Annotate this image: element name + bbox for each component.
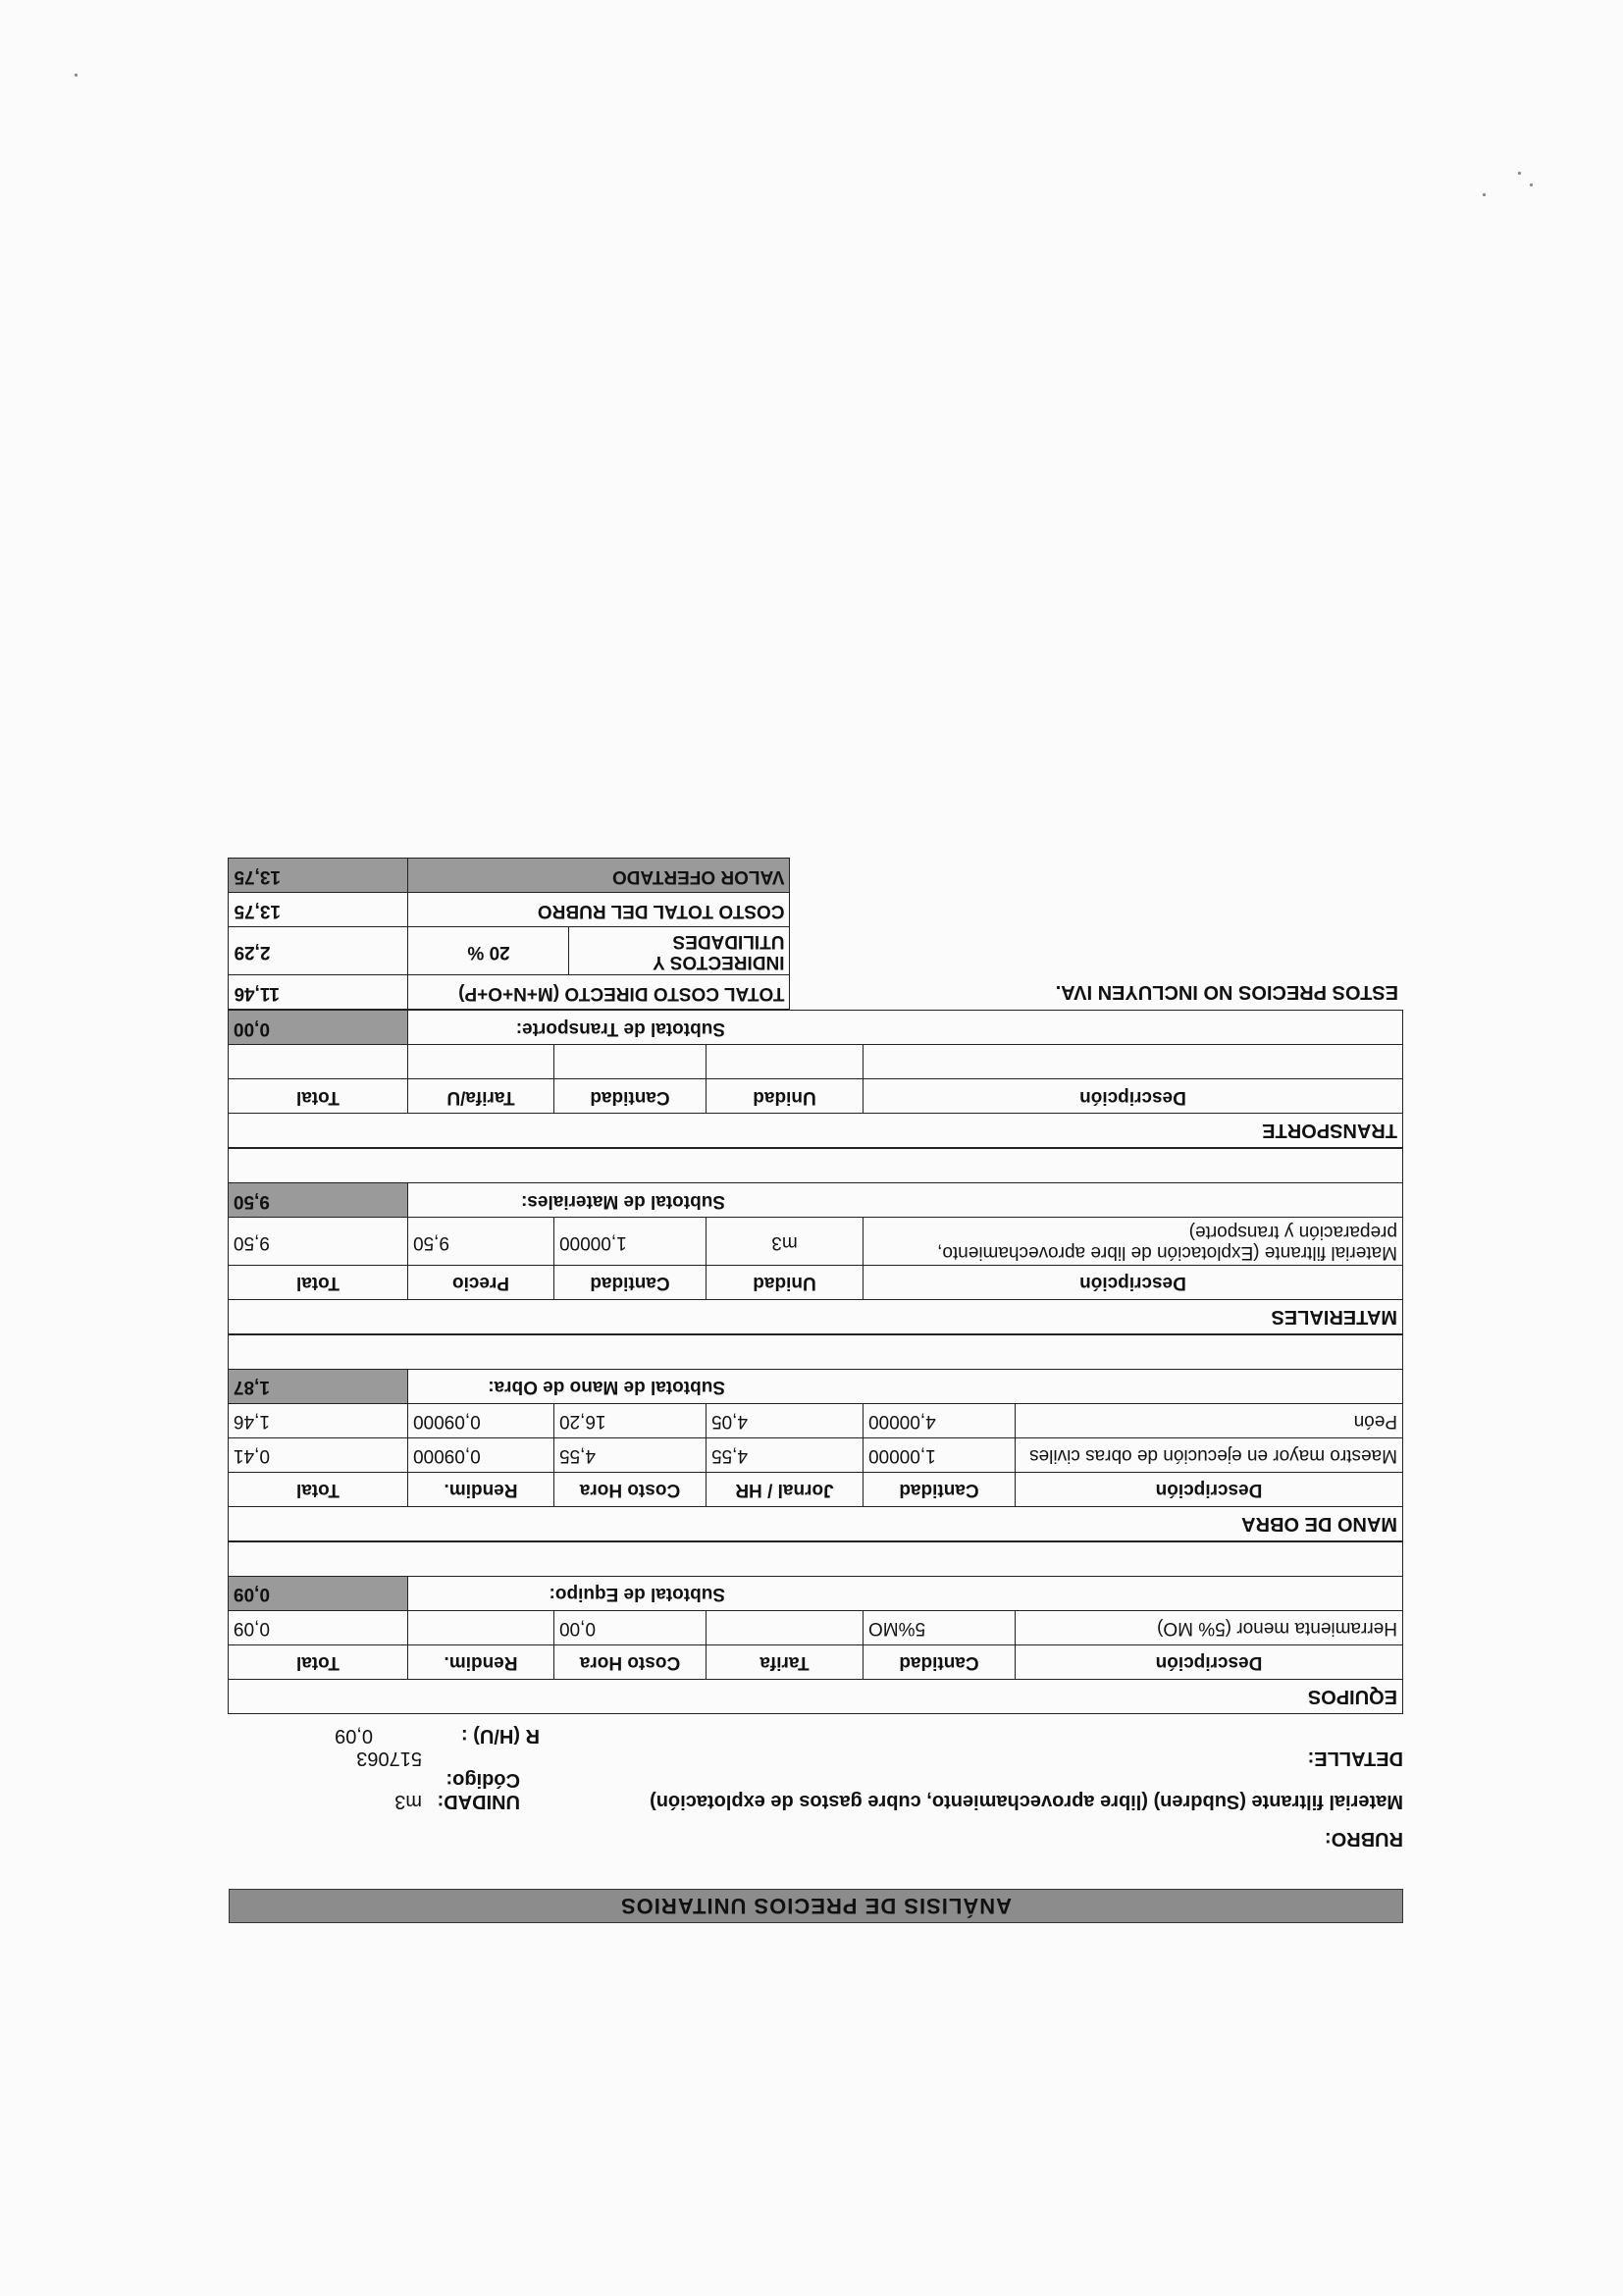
column-header: Unidad	[707, 1266, 864, 1300]
indirectos-value: 2,29	[229, 927, 408, 975]
valor-ofertado-value: 13,75	[229, 859, 408, 893]
table-cell: 9,50	[408, 1218, 554, 1266]
table-cell: 0,09	[228, 1611, 407, 1645]
column-header: Total	[228, 1645, 407, 1680]
column-header: Tarifa/U	[408, 1079, 554, 1114]
table-cell: 0,09000	[408, 1438, 554, 1473]
transporte-subtotal-value: 0,00	[228, 1011, 407, 1045]
equipos-table	[228, 1541, 1403, 1714]
table-cell	[408, 1611, 554, 1645]
price-analysis-document	[229, 858, 1403, 1923]
column-header: Tarifa	[707, 1645, 864, 1680]
costo-total-label: COSTO TOTAL DEL RUBRO	[408, 893, 790, 927]
table-cell	[554, 1045, 707, 1079]
table-row	[228, 1611, 1402, 1645]
table-row	[228, 1438, 1402, 1473]
indirectos-label: INDIRECTOS Y UTILIDADES	[569, 927, 790, 975]
column-header: Cantidad	[864, 1645, 1016, 1680]
table-cell	[228, 1045, 407, 1079]
equipos-subtotal-label: Subtotal de Equipo:	[408, 1577, 1403, 1611]
iva-note: ESTOS PRECIOS NO INCLUYEN IVA.	[1055, 981, 1398, 1004]
table-cell: Peón	[1016, 1404, 1403, 1438]
table-cell: 1,00000	[864, 1438, 1016, 1473]
table-row-empty	[228, 1045, 1402, 1079]
table-cell: 0,41	[228, 1438, 407, 1473]
table-cell	[864, 1045, 1403, 1079]
table-cell: 0,09000	[408, 1404, 554, 1438]
scan-speck	[1518, 172, 1521, 175]
table-cell: 4,05	[707, 1404, 864, 1438]
codigo-value: 517063	[356, 1748, 422, 1769]
column-header: Total	[228, 1473, 407, 1507]
unidad-label: UNIDAD:	[437, 1791, 520, 1812]
table-row	[228, 1404, 1402, 1438]
column-header: Jornal / HR	[707, 1473, 864, 1507]
table-cell: 4,55	[554, 1438, 707, 1473]
table-cell: 4,55	[707, 1438, 864, 1473]
table-cell: 0,00	[554, 1611, 707, 1645]
table-cell	[707, 1045, 864, 1079]
valor-ofertado-label: VALOR OFERTADO	[408, 859, 790, 893]
rubro-label: RUBRO:	[1325, 1828, 1403, 1850]
totals-table	[229, 858, 1404, 1010]
column-header: Rendim.	[408, 1473, 554, 1507]
column-header: Costo Hora	[554, 1473, 707, 1507]
table-cell: 5%MO	[864, 1611, 1016, 1645]
table-cell: Material filtrante (Explotación de libre aprovechamiento, preparación y transporte)	[864, 1218, 1403, 1266]
spacer	[790, 859, 1403, 893]
column-header: Rendim.	[408, 1645, 554, 1680]
mano-obra-subtotal-label: Subtotal de Mano de Obra:	[408, 1370, 1403, 1404]
table-cell: Maestro mayor en ejecución de obras civiles	[1016, 1438, 1403, 1473]
transporte-section-title: TRANSPORTE	[228, 1114, 1402, 1148]
unidad-value: m3	[394, 1791, 422, 1812]
scan-speck	[75, 74, 78, 77]
equipos-section-title: EQUIPOS	[228, 1680, 1402, 1714]
mano-obra-table	[228, 1334, 1403, 1541]
rhu-label: R (H/U) :	[461, 1725, 540, 1747]
spacer	[790, 893, 1403, 927]
column-header: Cantidad	[554, 1079, 707, 1114]
table-cell	[408, 1045, 554, 1079]
column-header: Total	[228, 1079, 407, 1114]
mano-obra-section-title: MANO DE OBRA	[228, 1507, 1402, 1541]
transporte-table	[228, 1010, 1403, 1148]
transporte-subtotal-label: Subtotal de Transporte:	[408, 1011, 1403, 1045]
detalle-label: DETALLE:	[1307, 1748, 1403, 1769]
blank-row	[228, 1542, 1402, 1577]
rubro-value: Material filtrante (Subdren) (libre aprovechamiento, cubre gastos de explotación)	[650, 1791, 1403, 1812]
table-cell: Herramienta menor (5% MO)	[1016, 1611, 1403, 1645]
table-cell: 9,50	[228, 1218, 407, 1266]
costo-directo-label: TOTAL COSTO DIRECTO (M+N+O+P)	[408, 975, 790, 1010]
materiales-table	[228, 1148, 1403, 1334]
costo-total-value: 13,75	[229, 893, 408, 927]
scan-speck	[1483, 193, 1486, 196]
column-header: Descripción	[864, 1079, 1403, 1114]
table-cell: 1,46	[228, 1404, 407, 1438]
materiales-section-title: MATERIALES	[228, 1300, 1402, 1334]
scan-speck	[1530, 183, 1533, 186]
indirectos-percent: 20 %	[408, 927, 569, 975]
equipos-subtotal-value: 0,09	[228, 1577, 407, 1611]
rhu-value: 0,09	[335, 1725, 373, 1747]
table-cell	[707, 1611, 864, 1645]
blank-row	[228, 1335, 1402, 1370]
column-header: Descripción	[1016, 1473, 1403, 1507]
column-header: Precio	[408, 1266, 554, 1300]
column-header: Costo Hora	[554, 1645, 707, 1680]
column-header: Descripción	[1016, 1645, 1403, 1680]
table-cell: 1,00000	[554, 1218, 707, 1266]
document-title: ANÁLISIS DE PRECIOS UNITARIOS	[229, 1889, 1403, 1923]
costo-directo-value: 11,46	[229, 975, 408, 1010]
table-row	[228, 1218, 1402, 1266]
column-header: Cantidad	[864, 1473, 1016, 1507]
document-header	[229, 1725, 1403, 1889]
table-cell: 16,20	[554, 1404, 707, 1438]
codigo-label: Código:	[445, 1769, 520, 1791]
spacer	[790, 927, 1403, 975]
materiales-subtotal-label: Subtotal de Materiales:	[408, 1183, 1403, 1218]
column-header: Cantidad	[554, 1266, 707, 1300]
table-cell: 4,00000	[864, 1404, 1016, 1438]
mano-obra-subtotal-value: 1,87	[228, 1370, 407, 1404]
column-header: Unidad	[707, 1079, 864, 1114]
materiales-subtotal-value: 9,50	[228, 1183, 407, 1218]
column-header: Descripción	[864, 1266, 1403, 1300]
column-header: Total	[228, 1266, 407, 1300]
blank-row	[228, 1149, 1402, 1183]
table-cell: m3	[707, 1218, 864, 1266]
